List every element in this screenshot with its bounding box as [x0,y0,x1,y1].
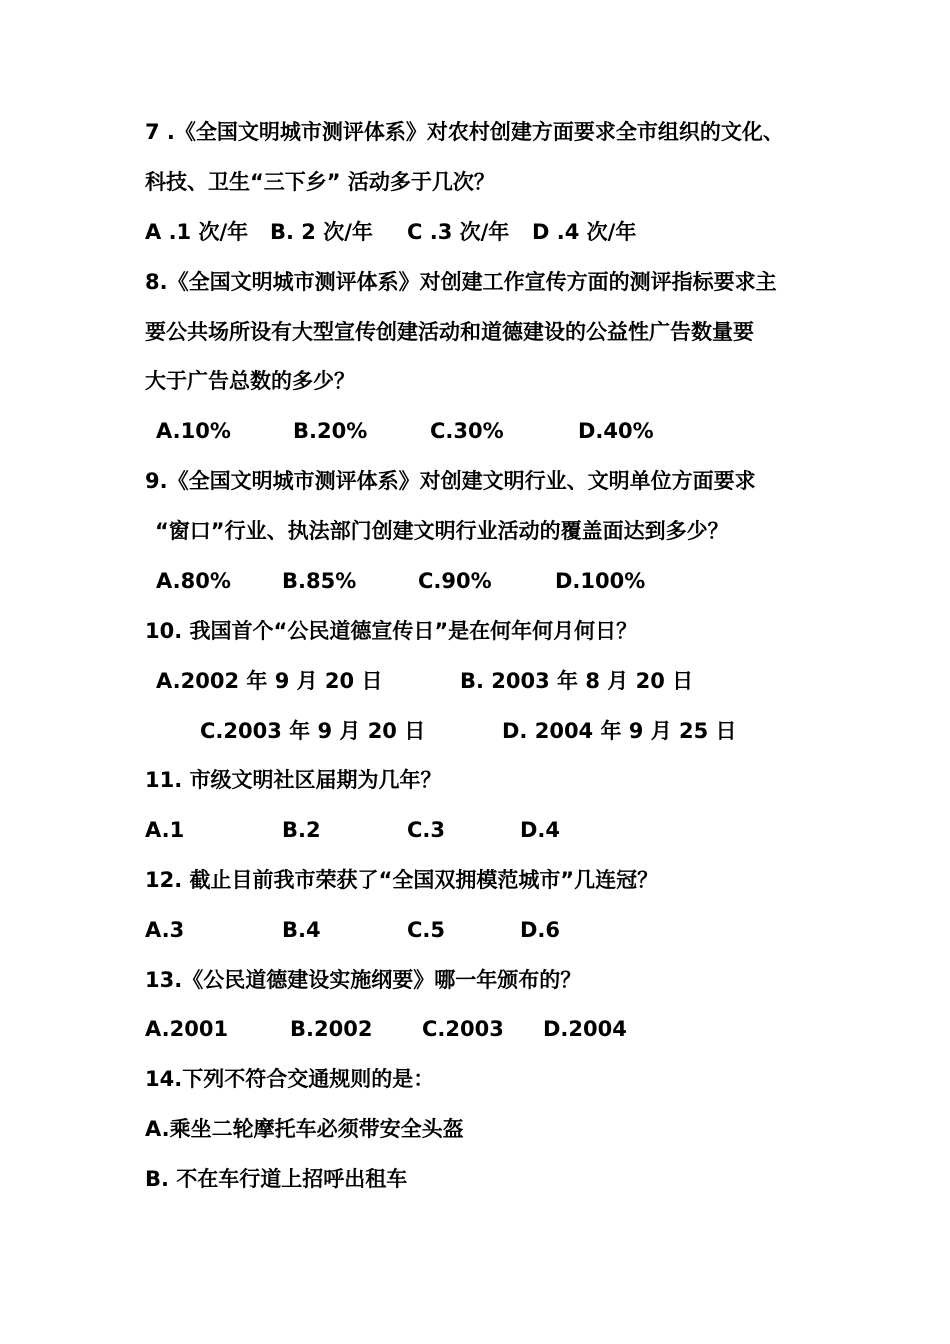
q11-option-b: B.2 [282,818,321,842]
q7-option-d: D .4 次/年 [532,220,637,244]
q7-line-1: 7 .《全国文明城市测评体系》对农村创建方面要求全市组织的文化、 [145,120,784,144]
q7-line-2: 科技、卫生“三下乡” 活动多于几次？ [145,170,495,194]
q14-line-1: 14.下列不符合交通规则的是： [145,1067,435,1091]
q13-option-a: A.2001 [145,1017,229,1041]
q9-option-b: B.85% [282,569,357,593]
q9-option-c: C.90% [418,569,492,593]
q7-option-b: B. 2 次/年 [270,220,373,244]
q11-option-c: C.3 [407,818,446,842]
q11-option-a: A.1 [145,818,185,842]
q13-option-c: C.2003 [422,1017,504,1041]
q13-line-1: 13.《公民道德建设实施纲要》哪一年颁布的？ [145,968,582,992]
q14-option-b: B. 不在车行道上招呼出租车 [145,1167,408,1191]
q10-option-b: B. 2003 年 8 月 20 日 [460,669,694,693]
q12-option-d: D.6 [520,918,561,942]
q8-option-b: B.20% [293,419,368,443]
q12-line-1: 12. 截止目前我市荣获了“全国双拥模范城市”几连冠？ [145,868,659,892]
q11-line-1: 11. 市级文明社区届期为几年？ [145,768,442,792]
q9-line-2: “窗口”行业、执法部门创建文明行业活动的覆盖面达到多少？ [155,519,729,543]
q9-option-a: A.80% [156,569,231,593]
q12-option-b: B.4 [282,918,321,942]
q8-option-c: C.30% [430,419,504,443]
q12-option-c: C.5 [407,918,446,942]
q13-option-b: B.2002 [290,1017,373,1041]
q8-line-1: 8.《全国文明城市测评体系》对创建工作宣传方面的测评指标要求主 [145,270,777,294]
q10-option-a: A.2002 年 9 月 20 日 [156,669,383,693]
q8-option-d: D.40% [578,419,654,443]
q8-option-a: A.10% [156,419,231,443]
q7-option-c: C .3 次/年 [407,220,510,244]
q8-line-3: 大于广告总数的多少？ [145,369,355,393]
q12-option-a: A.3 [145,918,185,942]
q13-option-d: D.2004 [543,1017,627,1041]
q10-option-d: D. 2004 年 9 月 25 日 [502,719,737,743]
q14-option-a: A.乘坐二轮摩托车必须带安全头盔 [145,1117,464,1141]
q8-line-2: 要公共场所设有大型宣传创建活动和道德建设的公益性广告数量要 [145,320,754,344]
q11-option-d: D.4 [520,818,561,842]
q9-line-1: 9.《全国文明城市测评体系》对创建文明行业、文明单位方面要求 [145,469,756,493]
q10-line-1: 10. 我国首个“公民道德宣传日”是在何年何月何日？ [145,619,638,643]
q10-option-c: C.2003 年 9 月 20 日 [200,719,426,743]
q7-option-a: A .1 次/年 [145,220,249,244]
q9-option-d: D.100% [555,569,646,593]
